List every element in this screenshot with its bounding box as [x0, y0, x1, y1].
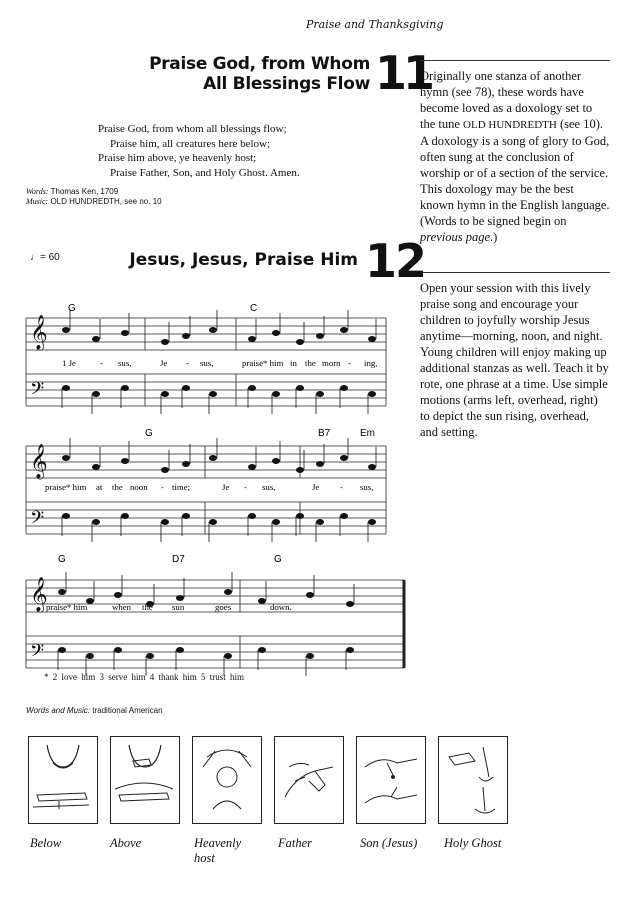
note-head	[346, 647, 354, 653]
note-head	[92, 336, 100, 342]
note-head	[182, 385, 190, 391]
tempo-marking: ♩= 60	[30, 252, 60, 263]
note-head	[272, 391, 280, 397]
sign-caption: Heavenly host	[194, 836, 242, 865]
hymn-12-title: Jesus, Jesus, Praise Him	[129, 250, 358, 270]
note-head	[368, 519, 376, 525]
note-head	[161, 467, 169, 473]
lyric-syllable: the	[112, 482, 123, 492]
note-head	[161, 391, 169, 397]
hymn-11-title-line1: Praise God, from Whom	[149, 54, 370, 74]
note-head	[58, 647, 66, 653]
staff-lines	[26, 318, 404, 668]
note-head	[272, 519, 280, 525]
note-head	[296, 513, 304, 519]
note-head	[62, 513, 70, 519]
note-head	[272, 330, 280, 336]
lyric-syllable: Je	[222, 482, 230, 492]
sign-caption: Below	[30, 836, 62, 850]
lyric-syllable: -	[348, 358, 351, 368]
note-head	[316, 333, 324, 339]
lyric-syllable: praise* him	[242, 358, 284, 368]
note-head	[368, 336, 376, 342]
lyric-syllable: 1 Je	[62, 358, 76, 368]
lyric-syllable: -	[161, 482, 164, 492]
running-header: Praise and Thanksgiving	[306, 18, 444, 31]
note-head	[114, 592, 122, 598]
chord-symbol: Em	[360, 428, 375, 439]
chord-symbol: B7	[318, 428, 331, 439]
note-head	[316, 519, 324, 525]
lyric-syllable: in	[290, 358, 297, 368]
note-head	[248, 385, 256, 391]
note-head	[346, 601, 354, 607]
note-head	[209, 391, 217, 397]
note-head	[176, 647, 184, 653]
note-head	[182, 333, 190, 339]
note-head	[340, 385, 348, 391]
chord-symbol: G	[274, 554, 282, 565]
note-head	[272, 458, 280, 464]
chord-symbol: G	[145, 428, 153, 439]
sidebar-note-doxology: Originally one stanza of another hymn (see 78), these words have become loved as a doxology set to the tune OLD HUNDREDTH (see 10). A doxology is a song of glory to God, often sung at the conclusion of worship or of a section of the service. This doxology may be the best known hymn in the English language. (Words to be signed begin on previous page.)	[420, 69, 610, 244]
lyric-syllable: Je	[312, 482, 320, 492]
note-head	[340, 513, 348, 519]
lyric-syllable: sus,	[200, 358, 214, 368]
chord-symbol: G	[58, 554, 66, 565]
hymn-12-number: 12	[365, 234, 426, 288]
note-head	[296, 385, 304, 391]
note-head	[316, 391, 324, 397]
treble-clef-icon: 𝄞	[30, 577, 48, 612]
note-head	[368, 464, 376, 470]
lyric-syllable: sus,	[118, 358, 132, 368]
sign-above-icon	[110, 736, 180, 824]
sign-father-icon	[274, 736, 344, 824]
note-head	[114, 647, 122, 653]
lyric-syllable: noon	[130, 482, 148, 492]
sign-caption: Above	[110, 836, 142, 850]
sign-caption: Holy Ghost	[444, 836, 502, 850]
note-head	[306, 653, 314, 659]
note-head	[58, 589, 66, 595]
note-head	[176, 595, 184, 601]
poem-line: Praise Father, Son, and Holy Ghost. Amen.	[110, 166, 300, 179]
chord-symbol: G	[68, 303, 76, 314]
note-head	[92, 464, 100, 470]
note-head	[161, 519, 169, 525]
bass-clef-icon: 𝄢	[30, 379, 45, 404]
note-head	[258, 598, 266, 604]
note-head	[368, 391, 376, 397]
verse-footnote: * 2 love him 3 serve him 4 thank him 5 trust him	[44, 672, 244, 682]
hymn-11-music-credit: Music: OLD HUNDREDTH, see no. 10	[26, 197, 162, 206]
chord-symbol: C	[250, 303, 258, 314]
note-head	[209, 519, 217, 525]
chord-symbol: D7	[172, 554, 185, 565]
note-head	[248, 513, 256, 519]
lyric-syllable: -	[186, 358, 189, 368]
note-head	[182, 513, 190, 519]
note-head	[62, 327, 70, 333]
bass-clef-icon: 𝄢	[30, 508, 45, 533]
sidebar-note-praise-song: Open your session with this lively praise song and encourage your children to joyfully worship Jesus anytime—morning, noon, and night. Young children will enjoy making up additional stanzas as well. Teach it by rote, one phrase at a time. Use simple motions (arms left, overhead, right) to depict the sun rising, overhead, and setting.	[420, 281, 609, 439]
note-head	[316, 461, 324, 467]
note-head	[121, 385, 129, 391]
hymn-11-words-credit: Words: Thomas Ken, 1709	[26, 187, 119, 196]
lyric-syllable: ing,	[364, 358, 378, 368]
lyric-syllable: -	[340, 482, 343, 492]
lyric-syllable: goes	[215, 602, 232, 612]
hymn-12-credit: Words and Music: traditional American	[26, 706, 163, 715]
lyric-syllable: morn	[322, 358, 341, 368]
note-head	[306, 592, 314, 598]
sign-heavenly-host-icon	[192, 736, 262, 824]
note-head	[209, 327, 217, 333]
sign-holy-ghost-icon	[438, 736, 508, 824]
bass-clef-icon: 𝄢	[30, 641, 45, 666]
poem-line: Praise God, from whom all blessings flow;	[98, 123, 287, 135]
sign-son-icon	[356, 736, 426, 824]
note-head	[62, 455, 70, 461]
note-head	[224, 653, 232, 659]
lyric-syllable: the	[142, 602, 153, 612]
note-head	[296, 339, 304, 345]
note-head	[258, 647, 266, 653]
note-head	[182, 461, 190, 467]
lyric-syllable: sus,	[262, 482, 276, 492]
note-head	[86, 653, 94, 659]
lyric-syllable: at	[96, 482, 103, 492]
sign-below-icon	[28, 736, 98, 824]
treble-clef-icon: 𝄞	[30, 444, 48, 479]
note-head	[121, 330, 129, 336]
note-head	[224, 589, 232, 595]
note-head	[340, 455, 348, 461]
lyric-syllable: the	[305, 358, 316, 368]
note-head	[161, 339, 169, 345]
lyric-syllable: sus,	[360, 482, 374, 492]
note-head	[248, 336, 256, 342]
treble-clef-icon: 𝄞	[30, 315, 48, 350]
lyric-syllable: -	[100, 358, 103, 368]
note-head	[209, 455, 217, 461]
lyric-syllable: down.	[270, 602, 292, 612]
lyric-syllable: praise* him	[45, 482, 87, 492]
lyric-syllable: -	[244, 482, 247, 492]
note-head	[296, 467, 304, 473]
poem-line: Praise him above, ye heavenly host;	[98, 152, 257, 164]
sign-caption: Father	[278, 836, 313, 850]
note-head	[62, 385, 70, 391]
note-head	[121, 513, 129, 519]
lyric-syllable: when	[112, 602, 132, 612]
lyric-syllable: time;	[172, 482, 191, 492]
note-head	[92, 519, 100, 525]
note-head	[146, 653, 154, 659]
lyric-syllable: praise* him	[46, 602, 88, 612]
note-head	[340, 327, 348, 333]
hymn-11-title-line2: All Blessings Flow	[203, 74, 370, 94]
lyric-syllable: Je	[160, 358, 168, 368]
note-head	[248, 464, 256, 470]
lyric-syllable: sun	[172, 602, 185, 612]
note-head	[92, 391, 100, 397]
note-head	[121, 458, 129, 464]
sign-caption: Son (Jesus)	[360, 836, 418, 850]
hymn-11-number: 11	[375, 46, 432, 100]
poem-line: Praise him, all creatures here below;	[110, 137, 271, 150]
